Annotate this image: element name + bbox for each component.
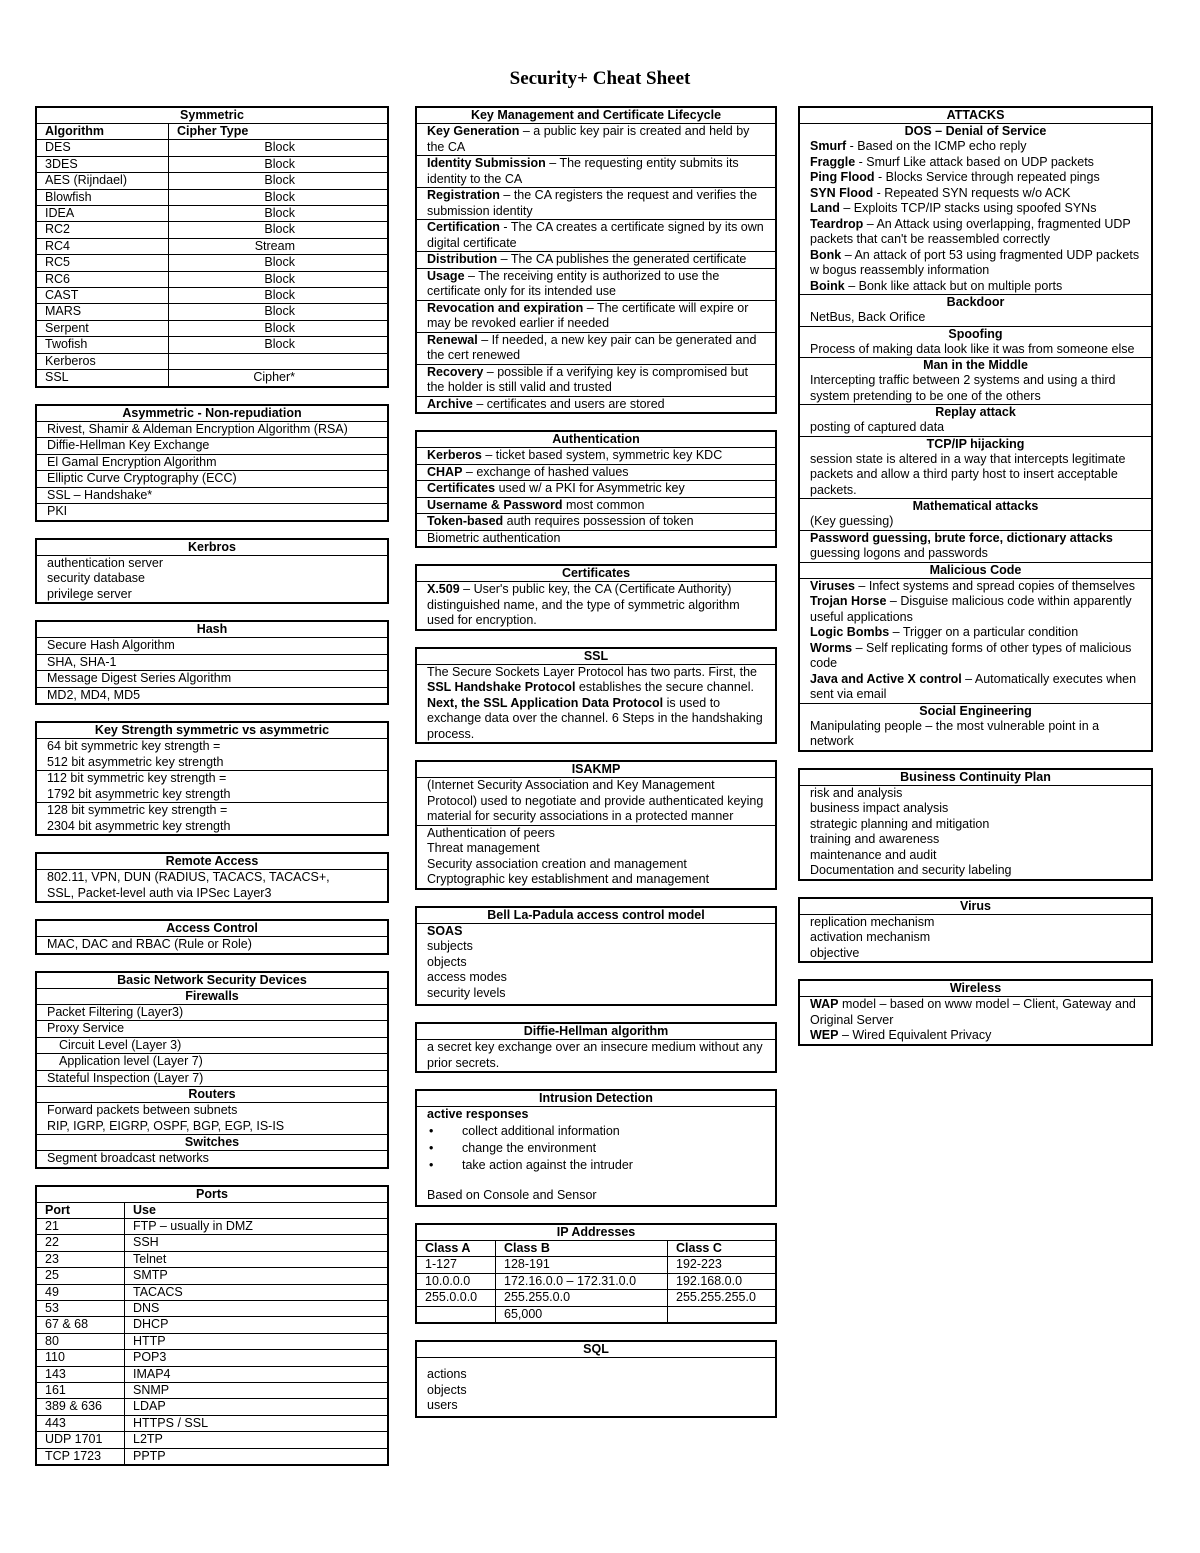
hash-box [35,620,389,705]
routers-subheader: Routers [37,1087,387,1103]
firewall-item: Application level (Layer 7) [37,1054,387,1071]
port-cell: 25 [37,1268,125,1284]
authentication-item: CHAP – exchange of hashed values [417,465,775,482]
isakmp-box [415,760,777,890]
wireless-header: Wireless [800,981,1151,997]
use-cell: IMAP4 [125,1366,388,1382]
algorithm-cell: 3DES [37,156,169,172]
cipher-type-cell: Block [169,320,388,336]
virus-header: Virus [800,899,1151,915]
firewalls-subheader: Firewalls [37,989,387,1005]
asymmetric-item: El Gamal Encryption Algorithm [37,455,387,472]
backdoor-subheader: Backdoor [946,295,1005,309]
algorithm-cell: Blowfish [37,189,169,205]
cipher-type-cell: Block [169,337,388,353]
ip-addresses-box [415,1223,777,1324]
port-cell: TCP 1723 [37,1448,125,1464]
column-header: Class B [496,1241,668,1257]
malicious-code-item: Java and Active X control – Automatically executes when sent via email [810,671,1137,701]
ssl-box [415,647,777,745]
table-row [37,271,387,287]
lifecycle-item: Usage – The receiving entity is authorized to use the certificate only for its intended use [417,269,775,301]
ip-addresses-header: IP Addresses [417,1225,775,1241]
table-row [37,337,387,353]
spoofing-subheader: Spoofing [948,326,1003,341]
ip-cell [417,1306,496,1322]
symmetric-table [37,124,387,386]
cipher-type-cell: Cipher* [169,370,388,386]
network-devices-box [35,971,389,1169]
asymmetric-item: SSL – Handshake* [37,488,387,505]
ip-cell: 192-223 [668,1257,776,1273]
table-row [37,370,387,386]
attacks-box [798,106,1153,752]
column-2 [415,106,777,1434]
table-row [37,206,387,222]
firewall-item: Stateful Inspection (Layer 7) [37,1071,387,1088]
authentication-item: Biometric authentication [427,530,561,545]
router-item: RIP, IGRP, EIGRP, OSPF, BGP, EGP, IS-IS [37,1119,387,1136]
bell-lapadula-item: objects [427,954,467,969]
use-cell: HTTPS / SSL [125,1415,388,1431]
ssl-header: SSL [417,649,775,665]
bcp-item: Documentation and security labeling [810,863,1012,877]
virus-box [798,897,1153,964]
key-strength-item: 64 bit symmetric key strength = 512 bit asymmetric key strength [37,739,387,771]
virus-item: objective [810,945,860,960]
asymmetric-item: Rivest, Shamir & Aldeman Encryption Algorithm (RSA) [37,422,387,439]
wireless-box [798,979,1153,1046]
table-row [37,1284,387,1300]
sql-item: users [427,1398,458,1413]
column-header: Port [37,1203,125,1219]
malicious-code-item: Worms – Self replicating forms of other types of malicious code [810,640,1132,670]
tcp-hijacking-text: session state is altered in a way that intercepts legitimate packets and allow a third party host to insert acceptable packets. [800,452,1151,500]
hash-item: Secure Hash Algorithm [37,638,387,655]
cipher-type-cell: Block [169,222,388,238]
switches-subheader: Switches [37,1135,387,1151]
cipher-type-cell: Block [169,156,388,172]
ip-cell [668,1306,776,1322]
isakmp-desc: (Internet Security Association and Key Management Protocol) used to negotiate and provide authenticated keying material for security associations in a protected manner [417,778,775,826]
cipher-type-cell [169,353,388,369]
ports-table [37,1203,387,1465]
sql-box [415,1340,777,1418]
column-header: Cipher Type [169,124,388,140]
malicious-code-item: Viruses – Infect systems and spread copies of themselves [810,578,1135,593]
use-cell: TACACS [125,1284,388,1300]
ip-cell: 192.168.0.0 [668,1273,776,1289]
authentication-item: Kerberos – ticket based system, symmetric key KDC [417,448,775,465]
column-3 [798,106,1153,1062]
malicious-code-subheader: Malicious Code [800,563,1151,579]
dos-subheader: DOS – Denial of Service [904,124,1047,138]
algorithm-cell: MARS [37,304,169,320]
certificates-text: X.509 – User's public key, the CA (Certificate Authority) distinguished name, and the type of symmetric algorithm used for encryption. [427,582,740,627]
table-row [37,304,387,320]
certificates-header: Certificates [417,566,775,582]
ports-header: Ports [37,1187,387,1203]
table-row [37,173,387,189]
port-cell: 22 [37,1235,125,1251]
math-attacks-subheader: Mathematical attacks [912,499,1039,513]
ip-cell: 255.255.255.0 [668,1290,776,1306]
diffie-hellman-header: Diffie-Hellman algorithm [417,1024,775,1040]
network-devices-header: Basic Network Security Devices [37,973,387,989]
lifecycle-item: Recovery – possible if a verifying key is compromised but the holder is still valid and trusted [417,365,775,397]
bell-lapadula-item: subjects [427,939,473,953]
intrusion-detection-item: • collect additional information [417,1123,775,1140]
replay-text: posting of captured data [800,420,1151,437]
use-cell: L2TP [125,1432,388,1448]
algorithm-cell: Kerberos [37,353,169,369]
intrusion-detection-box [415,1089,777,1207]
lifecycle-item: Renewal – If needed, a new key pair can be generated and the cert renewed [417,333,775,365]
cipher-type-cell: Block [169,140,388,156]
kerbros-item: security database [47,571,145,585]
hash-item: MD2, MD4, MD5 [47,687,141,702]
use-cell: SSH [125,1235,388,1251]
kerbros-header: Kerbros [37,540,387,556]
dos-item: Smurf - Based on the ICMP echo reply [810,139,1027,153]
cipher-type-cell: Block [169,288,388,304]
port-cell: 143 [37,1366,125,1382]
cipher-type-cell: Block [169,304,388,320]
ports-box [35,1185,389,1467]
use-cell: POP3 [125,1350,388,1366]
symmetric-head-row [37,124,387,140]
remote-access-text: 802.11, VPN, DUN (RADIUS, TACACS, TACACS+, [47,870,330,884]
ip-cell: 255.255.0.0 [496,1290,668,1306]
authentication-item: Username & Password most common [417,498,775,515]
table-row [37,238,387,254]
intrusion-detection-footer: Based on Console and Sensor [427,1187,597,1202]
dos-item: Boink – Bonk like attack but on multiple ports [810,278,1063,293]
algorithm-cell: Twofish [37,337,169,353]
bcp-item: strategic planning and mitigation [810,816,990,831]
bell-lapadula-item: security levels [427,985,506,1000]
dos-item: Teardrop – An Attack using overlapping, fragmented UDP packets that can't be reassembled correctly [810,216,1131,246]
bell-lapadula-bold: SOAS [427,923,463,938]
use-cell: DHCP [125,1317,388,1333]
dos-item: Land – Exploits TCP/IP stacks using spoofed SYNs [810,201,1097,215]
key-management-header: Key Management and Certificate Lifecycle [417,108,775,124]
dos-item: SYN Flood - Repeated SYN requests w/o ACK [810,185,1071,200]
virus-item: activation mechanism [810,930,931,944]
port-cell: 53 [37,1300,125,1316]
table-row [417,1257,775,1273]
use-cell: DNS [125,1300,388,1316]
asymmetric-item: Elliptic Curve Cryptography (ECC) [37,471,387,488]
isakmp-item: Security association creation and management [427,856,687,871]
key-management-box [415,106,777,414]
table-row [37,1448,387,1464]
lifecycle-item: Key Generation – a public key pair is created and held by the CA [417,124,775,156]
lifecycle-item: Registration – the CA registers the request and verifies the submission identity [417,188,775,220]
bcp-header: Business Continuity Plan [800,770,1151,786]
use-cell: SNMP [125,1382,388,1398]
asymmetric-header: Asymmetric - Non-repudiation [37,406,387,422]
table-row [37,1350,387,1366]
algorithm-cell: SSL [37,370,169,386]
column-header: Class C [668,1241,776,1257]
port-cell: UDP 1701 [37,1432,125,1448]
intrusion-detection-item: • take action against the intruder [417,1157,775,1174]
intrusion-detection-bold: active responses [427,1107,529,1121]
symmetric-header: Symmetric [37,108,387,124]
algorithm-cell: RC2 [37,222,169,238]
dos-item: Bonk – An attack of port 53 using fragmented UDP packets w bogus reassembly information [810,247,1140,277]
cipher-type-cell: Stream [169,238,388,254]
port-cell: 161 [37,1382,125,1398]
use-cell: HTTP [125,1333,388,1349]
port-cell: 21 [37,1218,125,1234]
dos-item: Fraggle - Smurf Like attack based on UDP packets [810,154,1094,169]
wireless-wep: WEP – Wired Equivalent Privacy [810,1028,992,1042]
table-row [37,1366,387,1382]
table-row [37,353,387,369]
authentication-item: Token-based auth requires possession of token [417,514,775,531]
ip-cell: 1-127 [417,1257,496,1273]
table-row [37,1317,387,1333]
table-row [37,1399,387,1415]
ip-cell: 10.0.0.0 [417,1273,496,1289]
table-row [37,1235,387,1251]
table-row [37,320,387,336]
table-row [37,140,387,156]
bell-lapadula-header: Bell La-Padula access control model [417,908,775,924]
use-cell: FTP – usually in DMZ [125,1218,388,1234]
firewall-item: Circuit Level (Layer 3) [37,1038,387,1055]
algorithm-cell: AES (Rijndael) [37,173,169,189]
access-control-text: MAC, DAC and RBAC (Rule or Role) [47,937,252,951]
asymmetric-item: Diffie-Hellman Key Exchange [37,438,387,455]
router-item: Forward packets between subnets [47,1103,238,1117]
mitm-text: Intercepting traffic between 2 systems and using a third system pretending to be one of the others [800,373,1151,405]
use-cell: Telnet [125,1251,388,1267]
bcp-item: training and awareness [810,832,940,846]
intrusion-detection-item: • change the environment [417,1140,775,1157]
ssl-text: The Secure Sockets Layer Protocol has two parts. First, the SSL Handshake Protocol establishes the secure channel. Next, the SSL Application Data Protocol is used to exchange data over the channel. 6 Steps in the handshaking process. [427,664,763,741]
attacks-header: ATTACKS [800,108,1151,124]
key-strength-header: Key Strength symmetric vs asymmetric [37,723,387,739]
port-cell: 110 [37,1350,125,1366]
remote-access-box [35,852,389,903]
algorithm-cell: DES [37,140,169,156]
column-header: Algorithm [37,124,169,140]
port-cell: 67 & 68 [37,1317,125,1333]
social-engineering-text: Manipulating people – the most vulnerable point in a network [810,718,1100,748]
key-strength-item: 128 bit symmetric key strength = 2304 bit asymmetric key strength [47,803,231,833]
bcp-item: maintenance and audit [810,847,937,862]
diffie-hellman-text: a secret key exchange over an insecure medium without any prior secrets. [427,1040,763,1070]
hash-item: SHA, SHA-1 [37,655,387,672]
port-cell: 389 & 636 [37,1399,125,1415]
table-row [417,1273,775,1289]
cipher-type-cell: Block [169,255,388,271]
use-cell: PPTP [125,1448,388,1464]
table-row [37,222,387,238]
remote-access-header: Remote Access [37,854,387,870]
intrusion-detection-header: Intrusion Detection [417,1091,775,1107]
firewall-item: Packet Filtering (Layer3) [37,1005,387,1022]
ip-addresses-table [417,1241,775,1322]
password-attacks-text: Password guessing, brute force, dictionary attacks guessing logons and passwords [800,531,1151,563]
bcp-item: risk and analysis [810,785,903,800]
table-row [37,1382,387,1398]
column-1 [35,106,389,1482]
kerbros-box [35,538,389,605]
cipher-type-cell: Block [169,206,388,222]
spoofing-text: Process of making data look like it was from someone else [800,342,1151,359]
math-attacks-text: (Key guessing) [800,514,1151,531]
sql-item: actions [427,1367,467,1382]
port-cell: 49 [37,1284,125,1300]
access-control-box [35,919,389,955]
use-cell: LDAP [125,1399,388,1415]
remote-access-text: SSL, Packet-level auth via IPSec Layer3 [47,885,272,900]
mitm-subheader: Man in the Middle [923,358,1028,372]
use-cell: SMTP [125,1268,388,1284]
cipher-type-cell: Block [169,189,388,205]
bell-lapadula-box [415,906,777,1007]
key-strength-item: 112 bit symmetric key strength = 1792 bit asymmetric key strength [37,771,387,803]
bell-lapadula-item: access modes [427,970,507,984]
key-strength-box [35,721,389,836]
lifecycle-item: Revocation and expiration – The certificate will expire or may be revoked earlier if needed [417,301,775,333]
table-row [37,156,387,172]
algorithm-cell: IDEA [37,206,169,222]
ports-head-row [37,1203,387,1219]
table-row [37,1218,387,1234]
table-row [417,1290,775,1306]
sql-item: objects [427,1382,467,1397]
ip-cell: 172.16.0.0 – 172.31.0.0 [496,1273,668,1289]
certificates-box [415,564,777,631]
lifecycle-item: Certification - The CA creates a certificate signed by its own digital certificate [417,220,775,252]
page-title: Security+ Cheat Sheet [509,68,691,89]
authentication-header: Authentication [417,432,775,448]
algorithm-cell: Serpent [37,320,169,336]
asymmetric-box [35,404,389,522]
malicious-code-item: Logic Bombs – Trigger on a particular condition [810,625,1079,639]
algorithm-cell: RC4 [37,238,169,254]
port-cell: 23 [37,1251,125,1267]
algorithm-cell: RC6 [37,271,169,287]
social-engineering-subheader: Social Engineering [919,703,1032,718]
ip-cell: 128-191 [496,1257,668,1273]
sql-header: SQL [417,1342,775,1358]
table-row [37,1333,387,1349]
isakmp-item: Cryptographic key establishment and management [427,872,710,886]
symmetric-box [35,106,389,388]
authentication-box [415,430,777,548]
column-header: Class A [417,1241,496,1257]
isakmp-header: ISAKMP [417,762,775,778]
ip-cell: 65,000 [496,1306,668,1322]
asymmetric-item: PKI [47,504,68,518]
bcp-box [798,768,1153,881]
ip-cell: 255.0.0.0 [417,1290,496,1306]
algorithm-cell: CAST [37,288,169,304]
column-header: Use [125,1203,388,1219]
kerbros-item: privilege server [47,586,132,601]
tcp-hijacking-subheader: TCP/IP hijacking [926,436,1025,451]
switch-item: Segment broadcast networks [47,1151,209,1165]
hash-item: Message Digest Series Algorithm [37,671,387,688]
table-row [37,1268,387,1284]
port-cell: 443 [37,1415,125,1431]
lifecycle-item: Distribution – The CA publishes the generated certificate [417,252,775,269]
table-row [417,1306,775,1322]
isakmp-item: Authentication of peers [427,825,555,840]
table-row [37,288,387,304]
table-row [37,189,387,205]
isakmp-item: Threat management [427,841,540,855]
firewall-item: Proxy Service [37,1021,387,1038]
lifecycle-item: Archive – certificates and users are stored [427,396,665,411]
lifecycle-item: Identity Submission – The requesting entity submits its identity to the CA [417,156,775,188]
cipher-type-cell: Block [169,271,388,287]
cipher-type-cell: Block [169,173,388,189]
ip-head-row [417,1241,775,1257]
backdoor-text: NetBus, Back Orifice [800,310,1151,327]
replay-subheader: Replay attack [935,405,1016,419]
table-row [37,1300,387,1316]
kerbros-item: authentication server [47,555,164,570]
diffie-hellman-box [415,1022,777,1073]
hash-header: Hash [37,622,387,638]
table-row [37,1432,387,1448]
authentication-item: Certificates used w/ a PKI for Asymmetric key [417,481,775,498]
wireless-wap: WAP model – based on www model – Client, Gateway and Original Server [810,997,1136,1027]
bcp-item: business impact analysis [810,801,949,815]
port-cell: 80 [37,1333,125,1349]
dos-item: Ping Flood - Blocks Service through repeated pings [810,170,1100,184]
table-row [37,255,387,271]
virus-item: replication mechanism [810,914,935,929]
malicious-code-item: Trojan Horse – Disguise malicious code within apparently useful applications [810,594,1132,624]
table-row [37,1251,387,1267]
table-row [37,1415,387,1431]
access-control-header: Access Control [37,921,387,937]
algorithm-cell: RC5 [37,255,169,271]
